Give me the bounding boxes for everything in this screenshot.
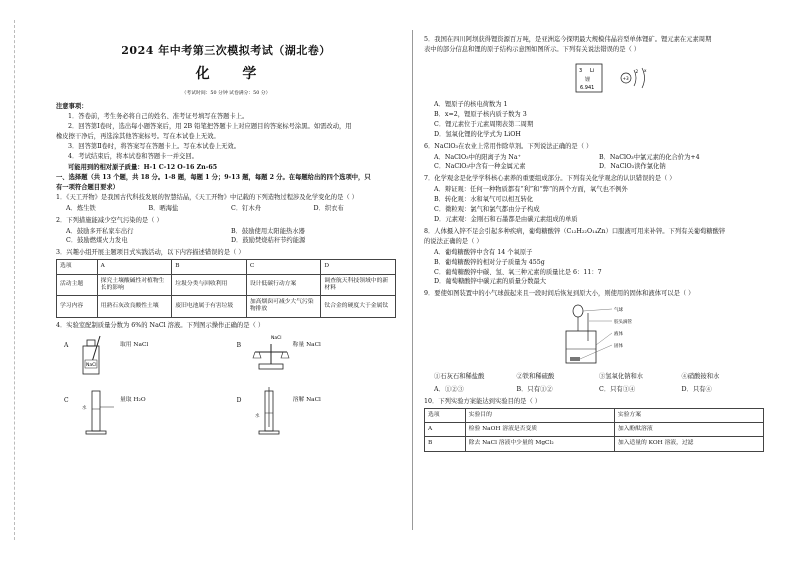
- table-header: 实验目的: [465, 408, 614, 422]
- q5-option-b: B．x=2，锂原子核内质子数为 3: [434, 110, 527, 118]
- atomic-mass: 可能用到的相对原子质量：H-1 C-12 O-16 Zn-65: [68, 163, 218, 171]
- q9-stem: 9．要使如图装置中的小气球鼓起来且一段时间后恢复到原大小，则使用的固体和液体可以是（ ）: [424, 290, 695, 298]
- subject-title: 化 学: [195, 65, 271, 82]
- q1-option-d: D．织衣布: [313, 204, 344, 212]
- table-cell: 探究土壤酸碱性对植物生长的影响: [97, 274, 172, 295]
- q8-option-d: D．葡萄糖酸锌中碳元素的质量分数最大: [434, 278, 547, 286]
- q4-figure-a: [64, 332, 223, 384]
- table-cell: A: [425, 423, 466, 437]
- q9-choices: [424, 372, 764, 382]
- q3-stem: 3．兴趣小组开展主题项目式实践活动，以下内容描述错误的是（ ）: [56, 249, 245, 257]
- q3-table: [56, 259, 396, 317]
- li-name: 锂: [585, 77, 591, 84]
- q4-fig-c-letter: C: [64, 397, 69, 405]
- table-header: 选项: [57, 260, 98, 274]
- column-divider: [412, 30, 413, 530]
- table-cell: 加入适量的 KOH 溶液，过滤: [614, 437, 763, 451]
- q9-choice-4: ④硝酸铵和水: [681, 373, 720, 381]
- table-cell: 学习内容: [57, 296, 98, 317]
- table-header: B: [172, 260, 247, 274]
- q10-table: [424, 408, 764, 452]
- q4-fig-a-caption: 取用 NaCl: [120, 342, 149, 349]
- q8-stem-1: 8．人体摄入锌不足会引起多种疾病，葡萄糖酸锌（C₁₂H₂₂O₁₄Zn）口服液可用来补锌。下列有关葡萄糖酸锌: [424, 227, 726, 235]
- table-cell: 检验 NaOH 溶液是否变质: [465, 423, 614, 437]
- table-row: [425, 408, 764, 422]
- table-row: [57, 260, 396, 274]
- table-cell: 设计低碳行动方案: [246, 274, 321, 295]
- q9-choice-1: ①石灰石和稀盐酸: [434, 373, 485, 381]
- q9-label-solid: 固体: [614, 344, 623, 350]
- q1-option-a: A．炼生铁: [66, 204, 96, 212]
- q2-stem: 2．下列措施能减少空气污染的是（ ）: [56, 216, 163, 224]
- table-cell: B: [425, 437, 466, 451]
- q9-apparatus: [554, 301, 764, 369]
- q4-fig-d-caption: 溶解 NaCl: [292, 397, 321, 404]
- table-header: 选项: [425, 408, 466, 422]
- notes-heading: 注意事项：: [56, 103, 88, 111]
- q7-option-b: B．转化观：水和氧气可以相互转化: [434, 196, 534, 204]
- section1-heading-cont: 有一项符合题目要求）: [56, 183, 119, 191]
- section1-heading: 一、选择题（共 13 个题，共 18 分。1-8 题，每题 1 分；9-13 题，每题 2 分。在每题给出的四个选项中，只: [56, 173, 371, 181]
- table-cell: 废旧电池属于有害垃圾: [172, 296, 247, 317]
- table-row: [425, 437, 764, 451]
- q2-option-a: A．鼓励多开私家车出行: [66, 227, 134, 235]
- q9-option-a: A．①②③: [434, 386, 464, 394]
- flask-balloon-icon: [554, 301, 664, 369]
- q7-option-d: D．元素观：金刚石和石墨都是由碳元素组成的单质: [434, 215, 578, 223]
- lithium-element-cell-icon: [574, 60, 664, 96]
- left-column: [56, 34, 396, 442]
- lithium-figure: [574, 60, 764, 96]
- q4-figures-row-1: [56, 332, 396, 384]
- q4-fig-a-label: NaCl: [86, 363, 97, 369]
- q7-options: [424, 185, 764, 224]
- table-header: D: [321, 260, 396, 274]
- table-cell: 加高烟囱可减少大气污染物排放: [246, 296, 321, 317]
- q4-figure-c: [64, 387, 223, 439]
- q1-option-b: B．晒海盐: [148, 204, 179, 212]
- q7-option-a: A．辩证观：任何一种物质都有“利”和“弊”的两个方面，氧气也不例外: [434, 186, 628, 194]
- table-cell: 钛合金的硬度大于金属钛: [321, 296, 396, 317]
- table-row: [57, 274, 396, 295]
- exam-title: 2024 年中考第三次模拟考试（湖北卷）: [121, 44, 331, 57]
- table-cell: 活动主题: [57, 274, 98, 295]
- exam-info: （考试时间：50 分钟 试卷满分：50 分）: [181, 91, 271, 97]
- table-cell: 加入酚酞溶液: [614, 423, 763, 437]
- li-atomic-number: 3: [579, 68, 583, 75]
- q2-option-c: C．鼓励燃煤火力发电: [66, 237, 128, 245]
- q4-fig-d-label: 水: [254, 414, 260, 420]
- graduated-cylinder-icon: [78, 387, 118, 437]
- table-header: 实验方案: [614, 408, 763, 422]
- q7-stem: 7．化学观念是化学学科核心素养的重要组成部分。下列有关化学观念的认识错误的是（ ）: [424, 175, 676, 183]
- q4-fig-c-label: 水: [82, 406, 87, 412]
- li-shell-2: x: [644, 68, 647, 74]
- li-shell-1: 2: [635, 69, 639, 75]
- li-nucleus-charge: +3: [622, 76, 629, 82]
- q9-option-b: B．只有①②: [516, 386, 553, 394]
- table-cell: 用熟石灰改良酸性土壤: [97, 296, 172, 317]
- right-column: [424, 34, 764, 456]
- q2-option-b: B．鼓励使用太阳能热水器: [231, 227, 305, 235]
- q9-option-d: D．只有④: [681, 386, 712, 394]
- note-1: 1．答卷前，考生务必将自己的姓名、准考证号填写在答题卡上。: [68, 113, 249, 121]
- q9-label-balloon: 气球: [614, 308, 623, 314]
- q2-option-d: D．鼓励焚烧秸秆节约能源: [231, 237, 306, 245]
- q6-option-c: C．NaClO₃中含有一种金属元素: [434, 163, 526, 171]
- li-mass: 6.941: [580, 85, 595, 92]
- q4-fig-b-label: NaCl: [270, 336, 282, 342]
- q9-choice-2: ②铁和稀硫酸: [516, 373, 555, 381]
- q1-stem: 1．《天工开物》是我国古代科技发展的智慧结晶，《天工开物》中记载的下列造物过程涉及化学变化的是（ ）: [56, 193, 358, 201]
- note-4: 4．考试结束后，将本试卷和答题卡一并交回。: [68, 153, 198, 161]
- q4-figures-row-2: [56, 387, 396, 439]
- q6-option-d: D．NaClO₃读作氯化钠: [599, 163, 666, 171]
- q5-option-d: D．氢氧化锂的化学式为 LiOH: [434, 130, 521, 138]
- q7-option-c: C．微粒观：氯气和氯气都由分子构成: [434, 206, 540, 214]
- table-row: [57, 296, 396, 317]
- q8-option-a: A．葡萄糖酸锌中含有 14 个氧原子: [434, 248, 533, 256]
- q4-fig-a-letter: A: [64, 342, 69, 350]
- q4-fig-c-caption: 量取 H₂O: [120, 397, 146, 404]
- q4-fig-d-letter: D: [236, 397, 242, 405]
- q6-options: [424, 153, 764, 173]
- q5-options: [424, 100, 764, 139]
- table-header: A: [97, 260, 172, 274]
- binding-line: [14, 20, 15, 540]
- li-symbol: Li: [590, 68, 595, 75]
- q8-stem-2: 的说法正确的是（ ）: [424, 237, 483, 245]
- q2-options: [56, 227, 396, 247]
- q1-option-c: C．钉木舟: [231, 204, 262, 212]
- table-header: C: [246, 260, 321, 274]
- q9-choice-3: ③氢氧化钠和水: [599, 373, 644, 381]
- table-cell: 除去 NaCl 溶液中少量的 MgCl₂: [465, 437, 614, 451]
- q5-option-c: C．锂元素位于元素周期表第二周期: [434, 120, 534, 128]
- q4-figure-b: [237, 332, 396, 384]
- q5-option-a: A．锂原子的核电荷数为 1: [434, 101, 508, 109]
- note-3: 3．回答第Ⅱ卷时，将答案写在答题卡上。写在本试卷上无效。: [68, 143, 241, 151]
- q9-label-liquid: 液体: [614, 332, 623, 338]
- note-2: 2．回答第Ⅰ卷时，选出每小题答案后，用 2B 铅笔把答题卡上对应题目的答案标号涂黑。如需改动，用: [68, 123, 352, 131]
- q9-option-c: C．只有③④: [599, 386, 636, 394]
- q6-stem: 6．NaClO₃在农业上常用作除草剂。下列说法正确的是（ ）: [424, 142, 593, 150]
- cylinder-stirring-icon: [251, 387, 291, 437]
- balance-icon: [251, 332, 291, 382]
- table-row: [425, 423, 764, 437]
- q1-options: [56, 204, 396, 214]
- q9-options: [424, 385, 764, 395]
- q4-fig-b-letter: B: [236, 342, 242, 350]
- q9-label-dropper: 胶头滴管: [614, 320, 632, 326]
- q8-option-c: C．葡萄糖酸锌中碳、氢、氧三种元素的质量比是 6：11：7: [434, 268, 602, 276]
- q6-option-a: A．NaClO₃中的阳离子为 Na⁺: [434, 153, 521, 161]
- table-cell: 调查航天科技领域中的新材料: [321, 274, 396, 295]
- q4-fig-b-caption: 称量 NaCl: [292, 342, 321, 349]
- q8-option-b: B．葡萄糖酸锌的相对分子质量为 455g: [434, 258, 545, 266]
- q10-stem: 10．下列实验方案能达到实验目的是（ ）: [424, 397, 542, 405]
- q4-stem: 4．实验室配制质量分数为 6%的 NaCl 溶液。下列图示操作正确的是（ ）: [56, 321, 265, 329]
- q5-stem-2: 表中的部分信息和锂的原子结构示意图如图所示。下列有关说法错误的是（ ）: [424, 46, 641, 54]
- note-2-cont: 橡皮擦干净后，再选涂其他答案标号。写在本试卷上无效。: [56, 133, 220, 141]
- table-cell: 垃圾分类与回收利用: [172, 274, 247, 295]
- q5-stem-1: 5．我国在四川阿坝获得锂资源百万吨，是亚洲迄今探明最大规模伟晶岩型单体锂矿。锂元素在元素周期: [424, 36, 712, 44]
- q4-figure-d: [237, 387, 396, 439]
- q8-options: [424, 248, 764, 287]
- reagent-bottle-icon: [78, 332, 118, 382]
- q6-option-b: B．NaClO₃中氯元素的化合价为+4: [599, 153, 700, 161]
